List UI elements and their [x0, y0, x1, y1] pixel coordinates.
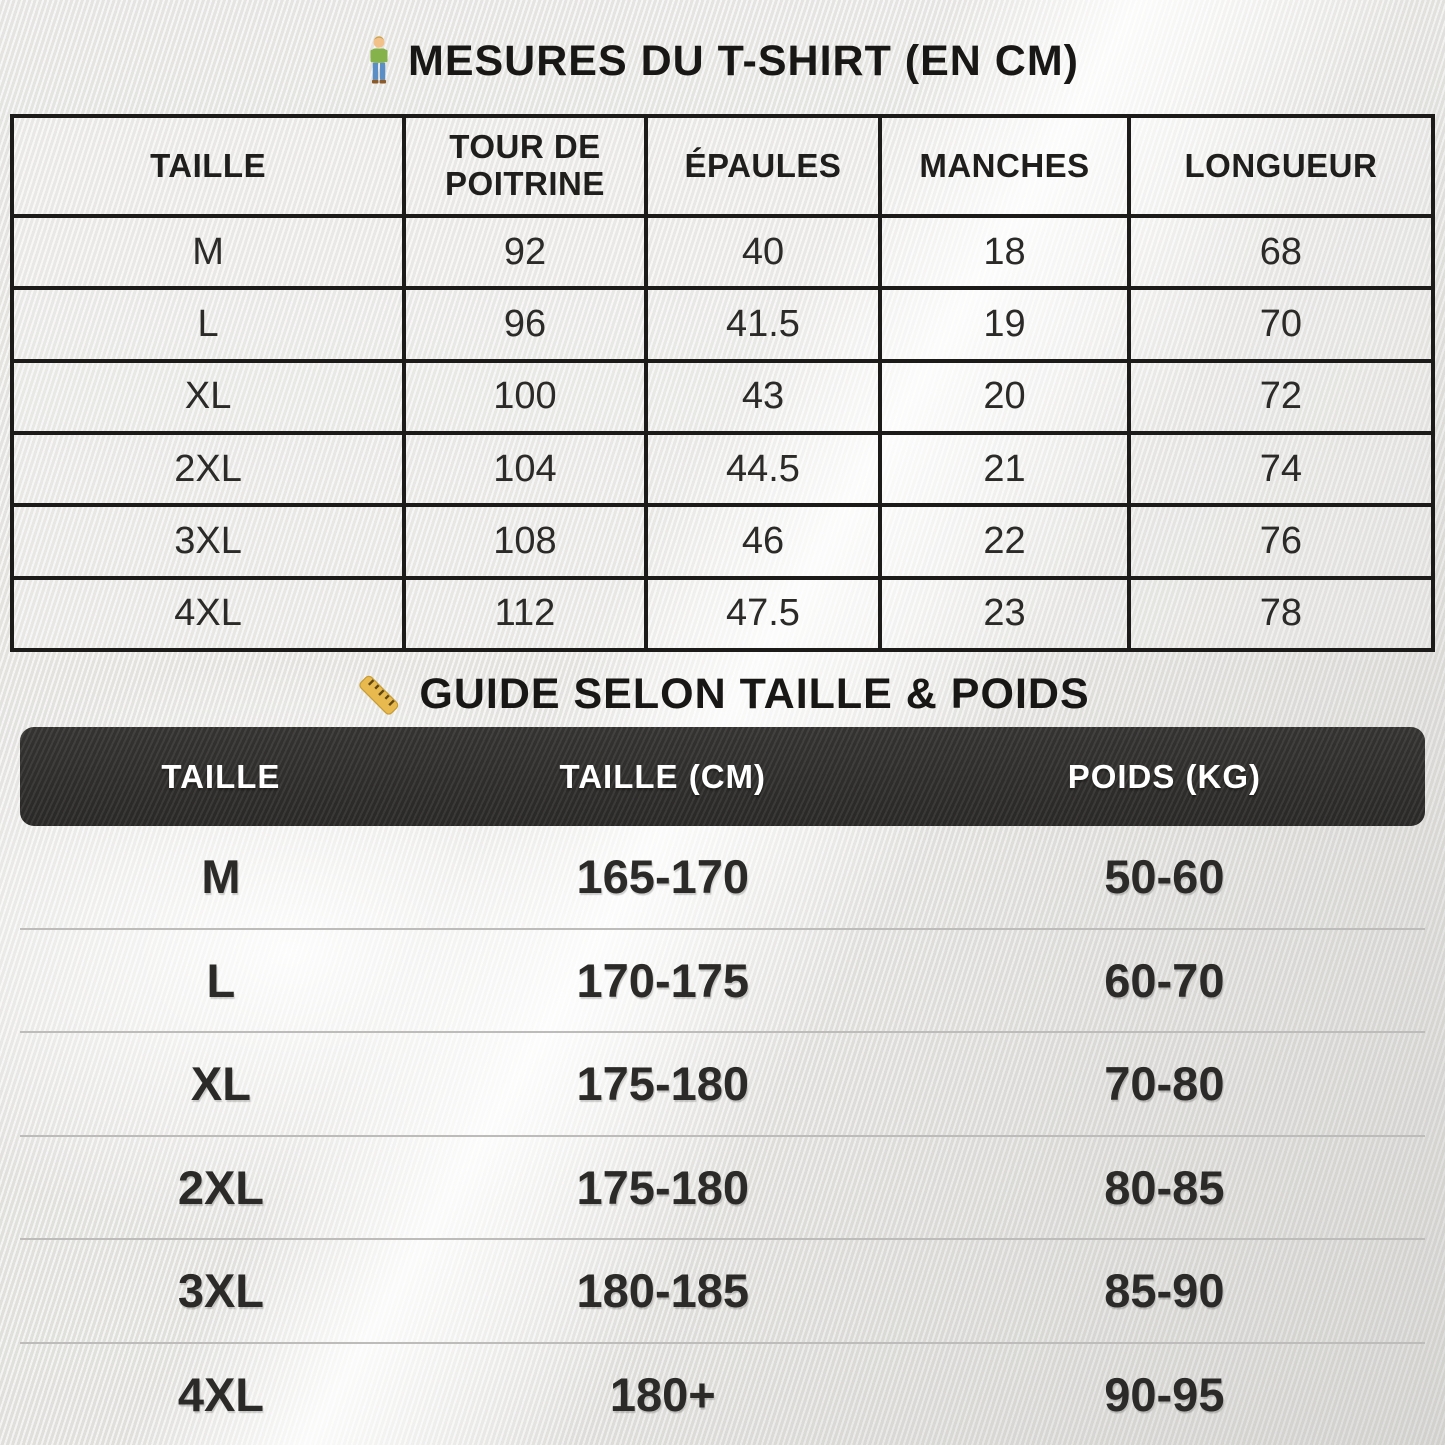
table-cell: 40 — [646, 216, 880, 288]
table-cell: 100 — [404, 361, 646, 433]
table-cell: 46 — [646, 505, 880, 577]
column-header: ÉPAULES — [646, 116, 880, 216]
size-label-cell: 4XL — [12, 578, 404, 650]
table-cell: 90-95 — [1104, 1367, 1225, 1421]
table-row — [12, 505, 1433, 577]
table-cell: 175-180 — [576, 1160, 750, 1214]
table-row — [12, 578, 1433, 650]
table-cell: 180-185 — [576, 1264, 750, 1318]
table-cell: 70 — [1129, 288, 1433, 360]
column-header: TAILLE — [161, 757, 281, 795]
table-cell: 23 — [880, 578, 1129, 650]
measurements-table-head — [12, 116, 1433, 216]
table-row — [20, 930, 1425, 1034]
column-header: TAILLE — [12, 116, 404, 216]
header-row — [12, 116, 1433, 216]
size-label-cell: M — [201, 850, 241, 904]
table-cell: 20 — [880, 361, 1129, 433]
table-row — [20, 826, 1425, 930]
table-cell: 76 — [1129, 505, 1433, 577]
table-row — [20, 1137, 1425, 1241]
size-label-cell: L — [12, 288, 404, 360]
table-cell: 74 — [1129, 433, 1433, 505]
guide-table-body — [20, 826, 1425, 1445]
table-cell: 47.5 — [646, 578, 880, 650]
column-header: LONGUEUR — [1129, 116, 1433, 216]
measurements-table — [10, 114, 1435, 652]
guide-table-header-bar — [20, 727, 1425, 826]
table-cell: 112 — [404, 578, 646, 650]
table-cell: 165-170 — [576, 850, 750, 904]
table-cell: 104 — [404, 433, 646, 505]
person-standing-icon — [366, 36, 392, 86]
size-label-cell: XL — [12, 361, 404, 433]
table-cell: 85-90 — [1104, 1264, 1225, 1318]
table-cell: 72 — [1129, 361, 1433, 433]
measurements-table-body — [12, 216, 1433, 650]
table-cell: 78 — [1129, 578, 1433, 650]
column-header: POIDS (KG) — [1067, 757, 1262, 795]
size-label-cell: 4XL — [177, 1367, 265, 1421]
table-cell: 170-175 — [576, 953, 750, 1007]
guide-title: GUIDE SELON TAILLE & POIDS — [419, 670, 1090, 718]
table-cell: 175-180 — [576, 1057, 750, 1111]
table-cell: 68 — [1129, 216, 1433, 288]
table-row — [12, 288, 1433, 360]
size-label-cell: 2XL — [177, 1160, 265, 1214]
table-cell: 70-80 — [1104, 1057, 1225, 1111]
table-row — [20, 1240, 1425, 1344]
table-cell: 180+ — [609, 1367, 716, 1421]
table-cell: 21 — [880, 433, 1129, 505]
table-cell: 108 — [404, 505, 646, 577]
table-row — [20, 1033, 1425, 1137]
size-label-cell: L — [206, 953, 236, 1007]
table-row — [12, 361, 1433, 433]
column-header: MANCHES — [880, 116, 1129, 216]
size-label-cell: 2XL — [12, 433, 404, 505]
table-cell: 96 — [404, 288, 646, 360]
table-cell: 43 — [646, 361, 880, 433]
column-header: TOUR DE POITRINE — [404, 116, 646, 216]
table-cell: 60-70 — [1104, 953, 1225, 1007]
size-label-cell: 3XL — [177, 1264, 265, 1318]
measurements-title: MESURES DU T-SHIRT (EN CM) — [408, 36, 1079, 85]
table-cell: 19 — [880, 288, 1129, 360]
measurements-title-row — [0, 36, 1445, 86]
table-cell: 50-60 — [1104, 850, 1225, 904]
ruler-icon — [355, 671, 403, 719]
size-label-cell: 3XL — [12, 505, 404, 577]
table-cell: 44.5 — [646, 433, 880, 505]
table-row — [12, 216, 1433, 288]
guide-title-row — [0, 670, 1445, 719]
table-row — [20, 1344, 1425, 1445]
size-label-cell: XL — [190, 1057, 251, 1111]
table-cell: 22 — [880, 505, 1129, 577]
table-cell: 41.5 — [646, 288, 880, 360]
table-row — [12, 433, 1433, 505]
table-cell: 80-85 — [1104, 1160, 1225, 1214]
column-header: TAILLE (CM) — [559, 757, 767, 795]
table-cell: 18 — [880, 216, 1129, 288]
size-label-cell: M — [12, 216, 404, 288]
table-cell: 92 — [404, 216, 646, 288]
